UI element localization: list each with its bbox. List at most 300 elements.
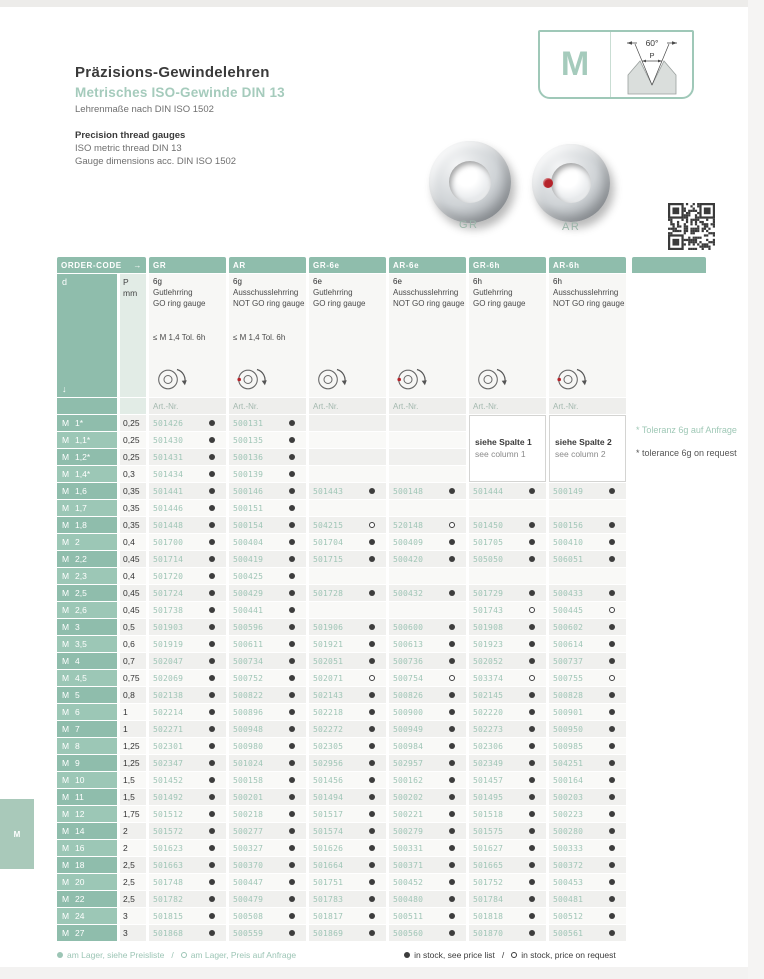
- stock-indicator: [277, 505, 306, 511]
- size-value: 1,2*: [75, 452, 91, 462]
- stock-indicator: [197, 471, 226, 477]
- art-nr-row: [57, 398, 626, 414]
- see-column-note-en: see column 2: [555, 448, 606, 459]
- artnr-cell: [389, 670, 466, 686]
- stock-dot-filled: [529, 692, 535, 698]
- art-nr: 501430: [153, 435, 184, 445]
- artnr-cell: [229, 857, 306, 873]
- artnr-cell: [389, 704, 466, 720]
- p-unit: mm: [123, 288, 138, 299]
- artnr-cell: [309, 670, 386, 686]
- artnr-cell: [309, 602, 386, 618]
- stock-indicator: [357, 556, 386, 562]
- stock-dot-filled: [289, 913, 295, 919]
- size-value: 22: [75, 894, 85, 904]
- art-nr: 504251: [553, 758, 584, 768]
- art-nr: 501444: [473, 486, 504, 496]
- artnr-cell: [389, 585, 466, 601]
- pitch-value: 1,75: [120, 806, 146, 822]
- art-nr: 500136: [233, 452, 264, 462]
- stock-indicator: [517, 522, 546, 528]
- stock-indicator: [357, 624, 386, 630]
- stock-dot-filled: [369, 879, 375, 885]
- artnr-cell: [309, 721, 386, 737]
- stock-dot-filled: [449, 896, 455, 902]
- stock-indicator: [437, 879, 466, 885]
- artnr-cell: [549, 551, 626, 567]
- art-nr: 501923: [473, 639, 504, 649]
- gauge-name-de: Ausschusslehrring: [393, 287, 459, 297]
- stock-legend: [57, 950, 747, 960]
- stock-indicator: [357, 777, 386, 783]
- stock-indicator: [357, 709, 386, 715]
- artnr-cell: [309, 568, 386, 584]
- stock-dot-filled: [209, 675, 215, 681]
- size-prefix: M: [62, 486, 70, 496]
- stock-indicator: [517, 539, 546, 545]
- diameter-column-header: [57, 274, 117, 397]
- stock-dot-filled: [209, 930, 215, 936]
- art-nr-label: Art.-Nr.: [469, 398, 546, 414]
- pitch-value: 1: [120, 704, 146, 720]
- stock-dot-filled: [209, 556, 215, 562]
- ring-hole: [449, 161, 492, 204]
- stock-indicator: [197, 794, 226, 800]
- artnr-cell: [469, 568, 546, 584]
- stock-indicator: [277, 539, 306, 545]
- stock-dot-filled: [449, 845, 455, 851]
- art-nr: 502143: [313, 690, 344, 700]
- artnr-cell: [389, 721, 466, 737]
- artnr-cell: [229, 925, 306, 941]
- art-nr: 500148: [393, 486, 424, 496]
- artnr-cell: [389, 483, 466, 499]
- art-nr: 501574: [313, 826, 344, 836]
- stock-dot-filled: [609, 811, 615, 817]
- art-nr: 500432: [393, 588, 424, 598]
- stock-indicator: [437, 726, 466, 732]
- stock-indicator: [437, 658, 466, 664]
- open-dot-icon: [181, 952, 187, 958]
- artnr-cell: [549, 823, 626, 839]
- column-band-gr-6e: GR-6e: [309, 257, 386, 273]
- art-nr: 502271: [153, 724, 184, 734]
- artnr-cell: [469, 721, 546, 737]
- row-size-label: [57, 585, 117, 601]
- ring-rotation-icon: [473, 366, 513, 392]
- artnr-cell: [549, 840, 626, 856]
- stock-dot-filled: [609, 641, 615, 647]
- art-nr: 500600: [393, 622, 424, 632]
- art-nr: 502051: [313, 656, 344, 666]
- art-nr: 502272: [313, 724, 344, 734]
- art-nr: 501782: [153, 894, 184, 904]
- table-row: [57, 806, 626, 822]
- artnr-cell: [309, 483, 386, 499]
- art-nr-label: Art.-Nr.: [229, 398, 306, 414]
- stock-dot-filled: [209, 777, 215, 783]
- stock-dot-filled: [449, 811, 455, 817]
- stock-indicator: [517, 692, 546, 698]
- artnr-cell: [309, 687, 386, 703]
- artnr-cell: [149, 721, 226, 737]
- artnr-cell: [309, 585, 386, 601]
- artnr-cell: [149, 738, 226, 754]
- stock-indicator: [197, 437, 226, 443]
- art-nr: 501908: [473, 622, 504, 632]
- size-value: 7: [75, 724, 80, 734]
- artnr-cell: [229, 449, 306, 465]
- artnr-cell: [309, 619, 386, 635]
- artnr-cell: [309, 653, 386, 669]
- stock-dot-filled: [369, 709, 375, 715]
- ring-icon-wrap: [553, 366, 626, 396]
- art-nr: 500736: [393, 656, 424, 666]
- art-nr: 500333: [553, 843, 584, 853]
- notgo-ring-gauge-photo: [532, 144, 610, 222]
- stock-dot-open: [369, 522, 375, 528]
- art-nr: 500409: [393, 537, 424, 547]
- artnr-cell: [229, 619, 306, 635]
- table-row: [57, 874, 626, 890]
- pitch-value: 2: [120, 840, 146, 856]
- stock-indicator: [277, 794, 306, 800]
- stock-indicator: [517, 828, 546, 834]
- row-size-label: [57, 891, 117, 907]
- size-prefix: M: [62, 860, 70, 870]
- stock-dot-filled: [289, 930, 295, 936]
- artnr-cell: [149, 619, 226, 635]
- art-nr: 500602: [553, 622, 584, 632]
- artnr-cell: [229, 704, 306, 720]
- see-column-1-box: [469, 415, 546, 482]
- stock-dot-filled: [289, 522, 295, 528]
- art-nr: 501906: [313, 622, 344, 632]
- size-value: 12: [75, 809, 85, 819]
- pitch-value: 0,8: [120, 687, 146, 703]
- art-nr: 500737: [553, 656, 584, 666]
- size-value: 1,6: [75, 486, 87, 496]
- stock-indicator: [277, 777, 306, 783]
- size-value: 8: [75, 741, 80, 751]
- artnr-cell: [389, 415, 466, 431]
- pitch-value: 0,7: [120, 653, 146, 669]
- stock-dot-filled: [209, 743, 215, 749]
- legend-en-open: in stock, price on request: [521, 950, 616, 960]
- art-nr: 501919: [153, 639, 184, 649]
- order-code-label: ORDER-CODE: [61, 260, 122, 270]
- stock-indicator: [517, 913, 546, 919]
- artnr-cell: [549, 891, 626, 907]
- art-nr: 500828: [553, 690, 584, 700]
- stock-dot-filled: [369, 913, 375, 919]
- row-size-label: [57, 568, 117, 584]
- tolerance-class: 6e: [393, 277, 402, 286]
- stock-dot-filled: [289, 590, 295, 596]
- stock-dot-filled: [529, 845, 535, 851]
- stock-indicator: [277, 726, 306, 732]
- art-nr: 501903: [153, 622, 184, 632]
- stock-indicator: [437, 488, 466, 494]
- art-nr: 502956: [313, 758, 344, 768]
- stock-dot-filled: [369, 556, 375, 562]
- artnr-cell: [469, 687, 546, 703]
- stock-indicator: [357, 811, 386, 817]
- stock-dot-filled: [369, 726, 375, 732]
- p-column-spacer: [120, 398, 146, 414]
- stock-dot-filled: [209, 488, 215, 494]
- stock-indicator: [357, 862, 386, 868]
- art-nr: 502138: [153, 690, 184, 700]
- size-prefix: M: [62, 469, 70, 479]
- stock-dot-filled: [289, 709, 295, 715]
- pitch-value: 0,45: [120, 602, 146, 618]
- size-prefix: M: [62, 622, 70, 632]
- art-nr: 500277: [233, 826, 264, 836]
- artnr-cell: [149, 857, 226, 873]
- pitch-value: 0,35: [120, 500, 146, 516]
- artnr-cell: [549, 806, 626, 822]
- art-nr: 500158: [233, 775, 264, 785]
- artnr-cell: [309, 415, 386, 431]
- artnr-cell: [469, 653, 546, 669]
- stock-dot-filled: [609, 760, 615, 766]
- stock-indicator: [597, 522, 626, 528]
- art-nr: 504215: [313, 520, 344, 530]
- art-nr: 502069: [153, 673, 184, 683]
- art-nr: 501720: [153, 571, 184, 581]
- stock-dot-filled: [289, 539, 295, 545]
- stock-dot-filled: [209, 454, 215, 460]
- artnr-cell: [549, 738, 626, 754]
- artnr-cell: [549, 568, 626, 584]
- stock-dot-filled: [369, 624, 375, 630]
- size-prefix: M: [62, 724, 70, 734]
- d-label: d: [62, 277, 68, 287]
- legend-german: [57, 950, 296, 960]
- stock-dot-filled: [609, 539, 615, 545]
- row-size-label: [57, 670, 117, 686]
- artnr-cell: [229, 874, 306, 890]
- stock-dot-filled: [609, 590, 615, 596]
- artnr-cell: [469, 823, 546, 839]
- art-nr: 501751: [313, 877, 344, 887]
- ar-photo-label: AR: [562, 221, 581, 233]
- gauge-name-de: Gutlehrring: [473, 287, 513, 297]
- row-size-label: [57, 721, 117, 737]
- art-nr: 500433: [553, 588, 584, 598]
- size-prefix: M: [62, 758, 70, 768]
- pitch-value: 2: [120, 823, 146, 839]
- stock-dot-filled: [449, 590, 455, 596]
- pitch-value: 0,25: [120, 432, 146, 448]
- pitch-value: 0,3: [120, 466, 146, 482]
- stock-dot-filled: [209, 590, 215, 596]
- size-limit-note: [313, 333, 386, 343]
- stock-indicator: [197, 607, 226, 613]
- stock-indicator: [277, 658, 306, 664]
- stock-indicator: [517, 794, 546, 800]
- gauge-name-de: Gutlehrring: [153, 287, 193, 297]
- legend-en-filled: in stock, see price list: [414, 950, 495, 960]
- stock-indicator: [437, 794, 466, 800]
- stock-indicator: [517, 624, 546, 630]
- stock-indicator: [517, 556, 546, 562]
- page-note-de: Lehrenmaße nach DIN ISO 1502: [75, 104, 214, 115]
- stock-dot-filled: [369, 641, 375, 647]
- pitch-value: 1,25: [120, 755, 146, 771]
- size-value: 18: [75, 860, 85, 870]
- art-nr: 500984: [393, 741, 424, 751]
- stock-indicator: [277, 930, 306, 936]
- stock-dot-filled: [449, 641, 455, 647]
- stock-indicator: [277, 709, 306, 715]
- art-nr: 500611: [233, 639, 264, 649]
- stock-indicator: [197, 777, 226, 783]
- stock-dot-filled: [529, 930, 535, 936]
- stock-dot-filled: [529, 590, 535, 596]
- artnr-cell: [469, 857, 546, 873]
- stock-indicator: [277, 692, 306, 698]
- art-nr: 500596: [233, 622, 264, 632]
- stock-indicator: [197, 709, 226, 715]
- size-value: 1,1*: [75, 435, 91, 445]
- artnr-cell: [389, 534, 466, 550]
- size-prefix: M: [62, 792, 70, 802]
- stock-indicator: [357, 488, 386, 494]
- artnr-cell: [149, 568, 226, 584]
- stock-indicator: [597, 624, 626, 630]
- artnr-cell: [469, 738, 546, 754]
- stock-dot-filled: [289, 726, 295, 732]
- artnr-cell: [229, 721, 306, 737]
- stock-dot-filled: [449, 828, 455, 834]
- stock-indicator: [277, 624, 306, 630]
- row-size-label: [57, 602, 117, 618]
- stock-dot-filled: [289, 675, 295, 681]
- art-nr: 500404: [233, 537, 264, 547]
- pitch-value: 0,45: [120, 585, 146, 601]
- stock-indicator: [357, 641, 386, 647]
- stock-dot-filled: [209, 539, 215, 545]
- stock-dot-filled: [209, 794, 215, 800]
- stock-dot-open: [449, 675, 455, 681]
- table-row: [57, 687, 626, 703]
- see-column-note-de: siehe Spalte 2: [555, 436, 612, 447]
- legend-de-open: am Lager, Preis auf Anfrage: [190, 950, 297, 960]
- stock-dot-filled: [209, 573, 215, 579]
- scan-edge-right: [748, 0, 764, 979]
- size-prefix: M: [62, 435, 70, 445]
- art-nr: 503374: [473, 673, 504, 683]
- art-nr: 501572: [153, 826, 184, 836]
- stock-dot-filled: [209, 913, 215, 919]
- legend-de-filled: am Lager, siehe Preisliste: [67, 950, 165, 960]
- stock-dot-filled: [529, 913, 535, 919]
- stock-indicator: [277, 862, 306, 868]
- tolerance-note-de: * Toleranz 6g auf Anfrage: [636, 425, 737, 435]
- art-nr: 500752: [233, 673, 264, 683]
- artnr-cell: [149, 602, 226, 618]
- ring-icon-wrap: [313, 366, 386, 396]
- art-nr: 500511: [393, 911, 424, 921]
- stock-indicator: [197, 539, 226, 545]
- artnr-cell: [469, 772, 546, 788]
- column-description-gr: [149, 274, 226, 397]
- size-prefix: M: [62, 911, 70, 921]
- stock-indicator: [357, 590, 386, 596]
- stock-dot-filled: [449, 539, 455, 545]
- stock-dot-filled: [369, 794, 375, 800]
- scan-edge-bottom: [0, 967, 748, 979]
- stock-indicator: [357, 879, 386, 885]
- artnr-cell: [549, 687, 626, 703]
- stock-indicator: [597, 879, 626, 885]
- row-size-label: [57, 755, 117, 771]
- side-tab-m: M: [0, 799, 34, 869]
- art-nr: 501517: [313, 809, 344, 819]
- table-row: [57, 755, 626, 771]
- artnr-cell: [389, 840, 466, 856]
- artnr-cell: [389, 687, 466, 703]
- p-label: P: [123, 277, 129, 287]
- table-row: [57, 636, 626, 652]
- art-nr: 501494: [313, 792, 344, 802]
- stock-dot-filled: [449, 726, 455, 732]
- artnr-cell: [389, 755, 466, 771]
- stock-dot-filled: [289, 811, 295, 817]
- stock-dot-open: [449, 522, 455, 528]
- art-nr: 500162: [393, 775, 424, 785]
- artnr-cell: [229, 908, 306, 924]
- artnr-cell: [549, 772, 626, 788]
- size-value: 1,8: [75, 520, 87, 530]
- table-row: [57, 670, 626, 686]
- artnr-cell: [149, 517, 226, 533]
- stock-indicator: [597, 828, 626, 834]
- art-nr: 501743: [473, 605, 504, 615]
- stock-dot-filled: [609, 556, 615, 562]
- gauge-name-en: NOT GO ring gauge: [233, 298, 305, 308]
- artnr-cell: [229, 517, 306, 533]
- size-prefix: M: [62, 775, 70, 785]
- art-nr: 500441: [233, 605, 264, 615]
- column-description-ar-6e: [389, 274, 466, 397]
- stock-dot-filled: [209, 522, 215, 528]
- stock-indicator: [277, 573, 306, 579]
- art-nr: 500559: [233, 928, 264, 938]
- stock-indicator: [517, 726, 546, 732]
- art-nr: 502301: [153, 741, 184, 751]
- artnr-cell: [229, 551, 306, 567]
- size-limit-note: ≤ M 1,4 Tol. 6h: [153, 333, 206, 343]
- stock-indicator: [277, 743, 306, 749]
- stock-indicator: [197, 641, 226, 647]
- stock-dot-filled: [289, 488, 295, 494]
- size-limit-note: [473, 333, 546, 343]
- artnr-cell: [549, 721, 626, 737]
- ring-rotation-icon: [233, 366, 273, 392]
- artnr-cell: [229, 636, 306, 652]
- artnr-cell: [229, 432, 306, 448]
- art-nr: 500560: [393, 928, 424, 938]
- stock-dot-filled: [289, 607, 295, 613]
- row-size-label: [57, 432, 117, 448]
- artnr-cell: [149, 483, 226, 499]
- art-nr: 505050: [473, 554, 504, 564]
- art-nr: 500419: [233, 554, 264, 564]
- order-table: [57, 257, 626, 942]
